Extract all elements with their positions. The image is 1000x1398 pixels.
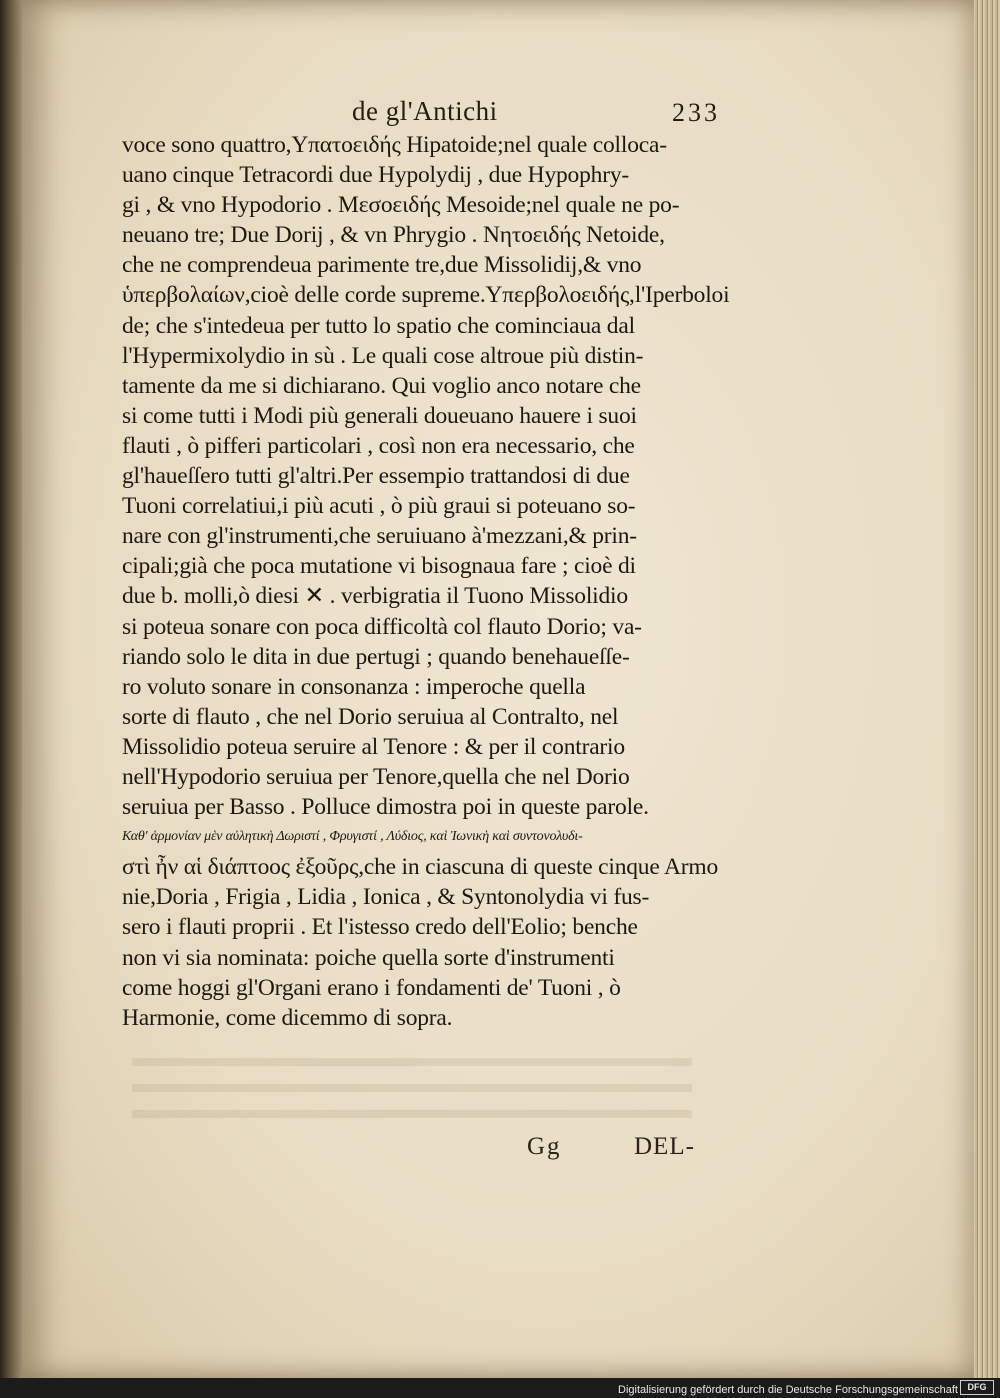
text-line: sorte di flauto , che nel Dorio seruiua al Contralto, nel bbox=[122, 703, 619, 730]
text-line: ro voluto sonare in consonanza : imperoche quella bbox=[122, 673, 586, 700]
text-line: nare con gl'instrumenti,che seruiuano à'mezzani,& prin- bbox=[122, 523, 637, 550]
page-stack-edge bbox=[970, 0, 1000, 1378]
funding-credit: Digitalisierung gefördert durch die Deutsche Forschungsgemeinschaft bbox=[618, 1384, 958, 1396]
text-line: flauti , ò pifferi particolari , così non era necessario, che bbox=[122, 432, 635, 459]
text-line: riando solo le dita in due pertugi ; quando benehaueſſe- bbox=[122, 643, 630, 670]
text-line: Missolidio poteua seruire al Tenore : & per il contrario bbox=[122, 733, 625, 760]
signature-mark: Gg bbox=[527, 1133, 562, 1160]
credit-bar bbox=[0, 1378, 1000, 1398]
text-line: seruiua per Basso . Polluce dimostra poi in queste parole. bbox=[122, 794, 649, 821]
greek-quote-line: Καθ' ἁρμονίαν μὲν αὐλητικὴ Δωριστί , Φρυγιστί , Λύδιος, καὶ Ἰωνικὴ καὶ συντονολυδι- bbox=[122, 829, 583, 845]
catchword: DEL- bbox=[634, 1133, 695, 1160]
text-line: nie,Doria , Frigia , Lidia , Ionica , & Syntonolydia vi fus- bbox=[122, 884, 650, 911]
text-line: l'Hypermixolydio in sù . Le quali cose altroue più distin- bbox=[122, 342, 644, 369]
text-line: che ne comprendeua parimente tre,due Missolidij,& vno bbox=[122, 252, 642, 279]
text-line: si poteua sonare con poca difficoltà col flauto Dorio; va- bbox=[122, 613, 642, 640]
text-line: non vi sia nominata: poiche quella sorte d'instrumenti bbox=[122, 944, 615, 971]
text-line: voce sono quattro,Υπατοειδής Hipatoide;nel quale colloca- bbox=[122, 132, 667, 158]
dfg-logo-icon: DFG bbox=[960, 1380, 994, 1395]
text-line: uano cinque Tetracordi due Hypolydij , due Hypophry- bbox=[122, 162, 630, 189]
text-line: Harmonie, come dicemmo di sopra. bbox=[122, 1004, 453, 1031]
text-line: gi , & vno Hypodorio . Μεσοειδής Mesoide;nel quale ne po- bbox=[122, 192, 680, 219]
book-page bbox=[22, 0, 974, 1378]
text-line: nell'Hypodorio seruiua per Tenore,quella che nel Dorio bbox=[122, 763, 630, 790]
page-number: 233 bbox=[672, 98, 720, 127]
text-line: neuano tre; Due Dorij , & vn Phrygio . Νητοειδής Netoide, bbox=[122, 222, 665, 249]
text-line: στὶ ἦν αἱ διάπτοος ἐξοῦρς,che in ciascuna di queste cinque Armo bbox=[122, 854, 718, 881]
text-line: cipali;già che poca mutatione vi bisognaua fare ; cioè di bbox=[122, 553, 636, 580]
text-line: tamente da me si dichiarano. Qui voglio anco notare che bbox=[122, 372, 641, 399]
text-line: de; che s'intedeua per tutto lo spatio che cominciaua dal bbox=[122, 312, 635, 339]
text-line: come hoggi gl'Organi erano i fondamenti de' Tuoni , ò bbox=[122, 974, 621, 1001]
running-head: de gl'Antichi bbox=[352, 96, 498, 126]
page-footer bbox=[22, 1133, 974, 1169]
text-line: sero i flauti proprii . Et l'istesso credo dell'Eolio; benche bbox=[122, 914, 638, 941]
text-line: due b. molli,ò diesi ✕ . verbigratia il Tuono Missolidio bbox=[122, 583, 628, 610]
ink-show-through bbox=[132, 1040, 692, 1130]
text-line: ὑπερβολαίων,cioè delle corde supreme.Υπερβολοειδής,l'Iperboloi bbox=[122, 282, 730, 309]
text-line: gl'haueſſero tutti gl'altri.Per essempio trattandosi di due bbox=[122, 463, 630, 490]
body-text bbox=[122, 130, 772, 1033]
text-line: si come tutti i Modi più generali doueuano hauere i suoi bbox=[122, 402, 637, 429]
text-line: Tuoni correlatiui,i più acuti , ò più graui si poteuano so- bbox=[122, 493, 636, 520]
